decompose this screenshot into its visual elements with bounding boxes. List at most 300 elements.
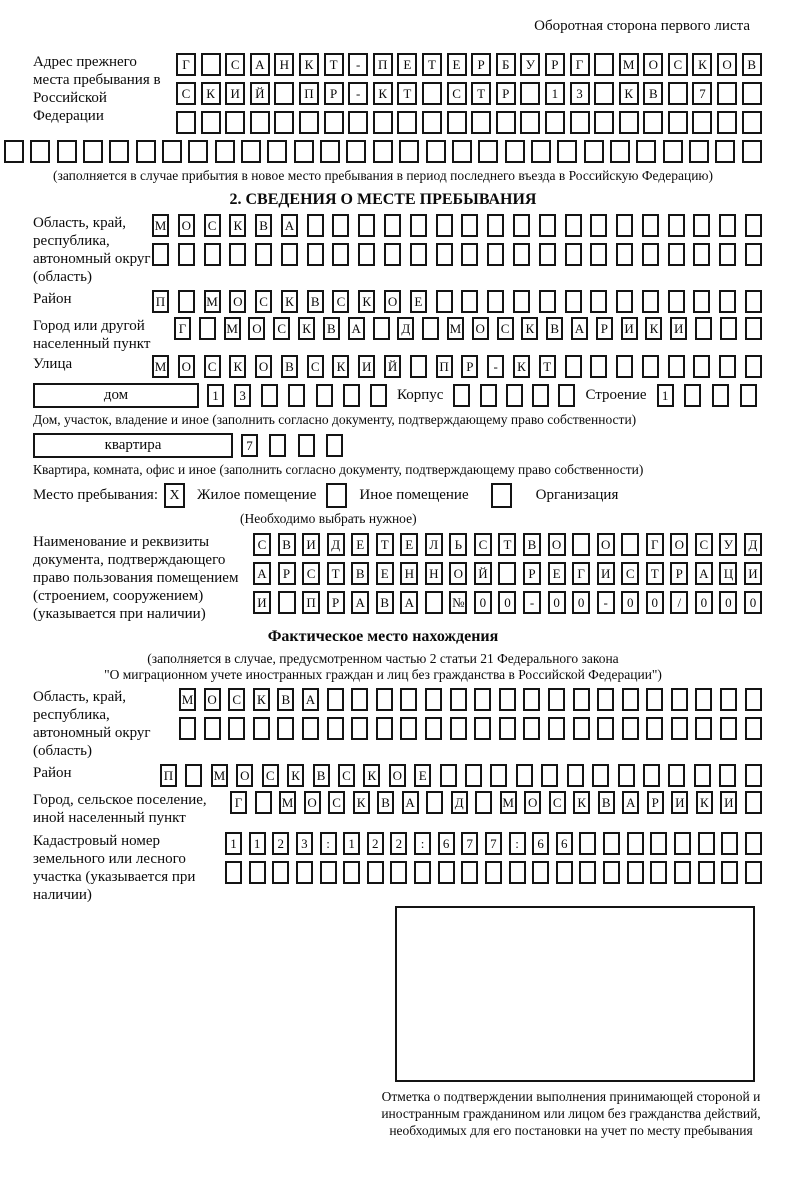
char-box[interactable] — [422, 82, 442, 105]
char-box[interactable] — [447, 111, 467, 134]
char-box[interactable]: А — [571, 317, 588, 340]
char-box[interactable]: / — [670, 591, 688, 614]
checkbox-organizaciya[interactable] — [491, 483, 512, 508]
char-box[interactable] — [523, 717, 540, 740]
char-box[interactable]: С — [497, 317, 514, 340]
char-box[interactable] — [671, 688, 688, 711]
char-box[interactable] — [426, 140, 446, 163]
char-box[interactable]: Е — [397, 53, 417, 76]
char-box[interactable] — [474, 717, 491, 740]
char-box[interactable] — [513, 214, 530, 237]
char-box[interactable]: Р — [545, 53, 565, 76]
char-box[interactable]: Р — [596, 317, 613, 340]
char-box[interactable]: Б — [496, 53, 516, 76]
char-box[interactable]: Е — [376, 562, 394, 585]
char-box[interactable]: В — [255, 214, 272, 237]
char-box[interactable] — [548, 717, 565, 740]
char-box[interactable] — [499, 717, 516, 740]
char-box[interactable] — [324, 111, 344, 134]
char-box[interactable]: И — [358, 355, 375, 378]
char-box[interactable] — [616, 290, 633, 313]
char-box[interactable] — [618, 764, 635, 787]
char-box[interactable] — [539, 214, 556, 237]
char-box[interactable] — [695, 717, 712, 740]
char-box[interactable]: В — [278, 533, 296, 556]
char-box[interactable]: В — [598, 791, 615, 814]
char-box[interactable] — [579, 832, 596, 855]
char-box[interactable]: С — [176, 82, 196, 105]
char-box[interactable] — [436, 290, 453, 313]
char-box[interactable]: С — [338, 764, 355, 787]
char-box[interactable]: М — [447, 317, 464, 340]
char-box[interactable]: - — [523, 591, 541, 614]
char-box[interactable] — [698, 861, 715, 884]
char-box[interactable] — [565, 290, 582, 313]
char-box[interactable]: Т — [376, 533, 394, 556]
char-box[interactable] — [277, 717, 294, 740]
char-box[interactable] — [384, 243, 401, 266]
char-box[interactable]: К — [281, 290, 298, 313]
char-box[interactable]: - — [597, 591, 615, 614]
char-box[interactable] — [185, 764, 202, 787]
char-box[interactable] — [249, 861, 266, 884]
char-box[interactable]: К — [253, 688, 270, 711]
char-box[interactable]: М — [619, 53, 639, 76]
char-box[interactable]: К — [363, 764, 380, 787]
char-box[interactable]: Т — [646, 562, 664, 585]
char-box[interactable] — [719, 764, 736, 787]
char-box[interactable] — [556, 861, 573, 884]
char-box[interactable] — [584, 140, 604, 163]
char-box[interactable] — [204, 717, 221, 740]
char-box[interactable]: В — [546, 317, 563, 340]
char-box[interactable]: 7 — [241, 434, 258, 457]
char-box[interactable]: А — [695, 562, 713, 585]
char-box[interactable] — [671, 717, 688, 740]
char-box[interactable]: : — [509, 832, 526, 855]
char-box[interactable]: П — [152, 290, 169, 313]
char-box[interactable] — [346, 140, 366, 163]
char-box[interactable] — [572, 533, 590, 556]
char-box[interactable]: О — [643, 53, 663, 76]
char-box[interactable]: Р — [278, 562, 296, 585]
char-box[interactable] — [351, 688, 368, 711]
char-box[interactable] — [288, 384, 305, 407]
char-box[interactable]: П — [299, 82, 319, 105]
char-box[interactable]: 0 — [548, 591, 566, 614]
char-box[interactable]: Е — [351, 533, 369, 556]
char-box[interactable]: Ь — [449, 533, 467, 556]
char-box[interactable]: О — [178, 355, 195, 378]
char-box[interactable] — [474, 688, 491, 711]
char-box[interactable] — [646, 688, 663, 711]
char-box[interactable] — [326, 434, 343, 457]
char-box[interactable]: 0 — [744, 591, 762, 614]
char-box[interactable]: М — [211, 764, 228, 787]
char-box[interactable] — [498, 562, 516, 585]
char-box[interactable] — [461, 214, 478, 237]
char-box[interactable]: Г — [174, 317, 191, 340]
char-box[interactable] — [376, 688, 393, 711]
char-box[interactable] — [565, 214, 582, 237]
char-box[interactable]: - — [348, 53, 368, 76]
char-box[interactable]: Л — [425, 533, 443, 556]
char-box[interactable] — [643, 111, 663, 134]
char-box[interactable]: М — [204, 290, 221, 313]
char-box[interactable]: Р — [324, 82, 344, 105]
char-box[interactable]: Г — [570, 53, 590, 76]
char-box[interactable] — [390, 861, 407, 884]
char-box[interactable] — [83, 140, 103, 163]
char-box[interactable] — [597, 688, 614, 711]
char-box[interactable]: Т — [422, 53, 442, 76]
char-box[interactable] — [176, 111, 196, 134]
char-box[interactable] — [358, 214, 375, 237]
char-box[interactable] — [668, 243, 685, 266]
char-box[interactable] — [558, 384, 575, 407]
char-box[interactable] — [745, 764, 762, 787]
char-box[interactable]: 6 — [556, 832, 573, 855]
char-box[interactable] — [410, 355, 427, 378]
char-box[interactable] — [636, 140, 656, 163]
checkbox-zhiloe[interactable]: X — [164, 483, 185, 508]
char-box[interactable] — [590, 355, 607, 378]
char-box[interactable]: 2 — [390, 832, 407, 855]
char-box[interactable]: С — [474, 533, 492, 556]
char-box[interactable] — [4, 140, 24, 163]
char-box[interactable]: 1 — [657, 384, 674, 407]
char-box[interactable]: Р — [523, 562, 541, 585]
char-box[interactable] — [717, 82, 737, 105]
char-box[interactable] — [351, 717, 368, 740]
char-box[interactable]: И — [621, 317, 638, 340]
char-box[interactable] — [548, 688, 565, 711]
char-box[interactable]: Р — [647, 791, 664, 814]
char-box[interactable]: 7 — [461, 832, 478, 855]
char-box[interactable]: И — [597, 562, 615, 585]
char-box[interactable]: О — [248, 317, 265, 340]
char-box[interactable] — [370, 384, 387, 407]
char-box[interactable] — [422, 317, 439, 340]
char-box[interactable] — [573, 717, 590, 740]
char-box[interactable]: Д — [451, 791, 468, 814]
char-box[interactable]: С — [302, 562, 320, 585]
char-box[interactable] — [506, 384, 523, 407]
char-box[interactable] — [367, 861, 384, 884]
char-box[interactable]: В — [377, 791, 394, 814]
char-box[interactable] — [162, 140, 182, 163]
char-box[interactable] — [597, 717, 614, 740]
char-box[interactable] — [520, 111, 540, 134]
char-box[interactable]: : — [414, 832, 431, 855]
char-box[interactable] — [719, 214, 736, 237]
char-box[interactable]: М — [179, 688, 196, 711]
char-box[interactable] — [327, 717, 344, 740]
char-box[interactable]: С — [447, 82, 467, 105]
char-box[interactable] — [715, 140, 735, 163]
char-box[interactable]: 0 — [695, 591, 713, 614]
char-box[interactable] — [720, 688, 737, 711]
char-box[interactable]: Д — [397, 317, 414, 340]
char-box[interactable]: 0 — [621, 591, 639, 614]
char-box[interactable]: Т — [324, 53, 344, 76]
char-box[interactable] — [397, 111, 417, 134]
char-box[interactable] — [745, 717, 762, 740]
char-box[interactable] — [320, 140, 340, 163]
char-box[interactable]: А — [302, 688, 319, 711]
char-box[interactable] — [299, 111, 319, 134]
char-box[interactable] — [505, 140, 525, 163]
char-box[interactable] — [646, 717, 663, 740]
char-box[interactable]: Н — [274, 53, 294, 76]
char-box[interactable] — [267, 140, 287, 163]
char-box[interactable] — [642, 243, 659, 266]
char-box[interactable] — [516, 764, 533, 787]
char-box[interactable] — [179, 717, 196, 740]
char-box[interactable] — [225, 111, 245, 134]
char-box[interactable] — [373, 111, 393, 134]
char-box[interactable]: 2 — [367, 832, 384, 855]
char-box[interactable]: В — [351, 562, 369, 585]
char-box[interactable]: 1 — [545, 82, 565, 105]
char-box[interactable]: А — [400, 591, 418, 614]
char-box[interactable] — [425, 688, 442, 711]
char-box[interactable] — [693, 214, 710, 237]
char-box[interactable]: К — [513, 355, 530, 378]
char-box[interactable] — [348, 111, 368, 134]
char-box[interactable] — [465, 764, 482, 787]
char-box[interactable]: Р — [461, 355, 478, 378]
char-box[interactable] — [436, 214, 453, 237]
char-box[interactable] — [622, 688, 639, 711]
char-box[interactable] — [425, 717, 442, 740]
char-box[interactable]: : — [320, 832, 337, 855]
char-box[interactable]: К — [298, 317, 315, 340]
char-box[interactable] — [332, 243, 349, 266]
char-box[interactable] — [523, 688, 540, 711]
char-box[interactable]: М — [224, 317, 241, 340]
char-box[interactable]: С — [204, 355, 221, 378]
char-box[interactable] — [274, 111, 294, 134]
char-box[interactable] — [57, 140, 77, 163]
char-box[interactable] — [621, 533, 639, 556]
char-box[interactable]: Т — [397, 82, 417, 105]
char-box[interactable] — [399, 140, 419, 163]
char-box[interactable] — [745, 317, 762, 340]
char-box[interactable] — [316, 384, 333, 407]
char-box[interactable] — [745, 355, 762, 378]
char-box[interactable]: 1 — [207, 384, 224, 407]
char-box[interactable] — [373, 317, 390, 340]
char-box[interactable] — [400, 688, 417, 711]
char-box[interactable] — [461, 290, 478, 313]
char-box[interactable]: 7 — [692, 82, 712, 105]
char-box[interactable] — [487, 243, 504, 266]
char-box[interactable]: К — [287, 764, 304, 787]
char-box[interactable] — [487, 290, 504, 313]
char-box[interactable] — [509, 861, 526, 884]
char-box[interactable] — [693, 243, 710, 266]
char-box[interactable]: С — [255, 290, 272, 313]
char-box[interactable] — [642, 214, 659, 237]
char-box[interactable] — [343, 384, 360, 407]
char-box[interactable] — [450, 688, 467, 711]
char-box[interactable]: В — [376, 591, 394, 614]
char-box[interactable] — [663, 140, 683, 163]
char-box[interactable]: С — [332, 290, 349, 313]
char-box[interactable] — [539, 290, 556, 313]
char-box[interactable] — [745, 861, 762, 884]
char-box[interactable] — [358, 243, 375, 266]
char-box[interactable]: И — [671, 791, 688, 814]
char-box[interactable] — [694, 764, 711, 787]
char-box[interactable] — [376, 717, 393, 740]
char-box[interactable] — [296, 861, 313, 884]
char-box[interactable] — [594, 111, 614, 134]
char-box[interactable] — [590, 243, 607, 266]
char-box[interactable]: К — [353, 791, 370, 814]
char-box[interactable]: М — [152, 214, 169, 237]
char-box[interactable]: 0 — [572, 591, 590, 614]
char-box[interactable]: 0 — [646, 591, 664, 614]
char-box[interactable] — [461, 861, 478, 884]
char-box[interactable]: И — [720, 791, 737, 814]
char-box[interactable]: О — [236, 764, 253, 787]
char-box[interactable] — [531, 140, 551, 163]
char-box[interactable] — [499, 688, 516, 711]
char-box[interactable]: 1 — [249, 832, 266, 855]
char-box[interactable] — [307, 243, 324, 266]
char-box[interactable] — [30, 140, 50, 163]
char-box[interactable]: О — [524, 791, 541, 814]
char-box[interactable]: 2 — [272, 832, 289, 855]
char-box[interactable]: К — [358, 290, 375, 313]
char-box[interactable]: К — [373, 82, 393, 105]
char-box[interactable]: У — [520, 53, 540, 76]
char-box[interactable]: П — [160, 764, 177, 787]
char-box[interactable]: Е — [447, 53, 467, 76]
char-box[interactable]: С — [273, 317, 290, 340]
char-box[interactable] — [616, 243, 633, 266]
char-box[interactable]: К — [521, 317, 538, 340]
char-box[interactable]: 3 — [570, 82, 590, 105]
char-box[interactable] — [188, 140, 208, 163]
char-box[interactable] — [199, 317, 216, 340]
char-box[interactable] — [668, 111, 688, 134]
char-box[interactable] — [373, 140, 393, 163]
char-box[interactable] — [453, 384, 470, 407]
char-box[interactable]: Р — [496, 82, 516, 105]
char-box[interactable]: А — [348, 317, 365, 340]
char-box[interactable] — [539, 243, 556, 266]
char-box[interactable]: М — [279, 791, 296, 814]
char-box[interactable]: В — [307, 290, 324, 313]
char-box[interactable] — [178, 243, 195, 266]
char-box[interactable] — [278, 591, 296, 614]
char-box[interactable]: А — [281, 214, 298, 237]
char-box[interactable] — [485, 861, 502, 884]
char-box[interactable] — [302, 717, 319, 740]
char-box[interactable]: К — [299, 53, 319, 76]
char-box[interactable] — [590, 290, 607, 313]
char-box[interactable] — [250, 111, 270, 134]
char-box[interactable] — [717, 111, 737, 134]
char-box[interactable] — [513, 243, 530, 266]
char-box[interactable] — [274, 82, 294, 105]
char-box[interactable] — [490, 764, 507, 787]
char-box[interactable] — [594, 53, 614, 76]
char-box[interactable] — [627, 861, 644, 884]
char-box[interactable]: № — [449, 591, 467, 614]
char-box[interactable]: Н — [400, 562, 418, 585]
char-box[interactable]: Г — [646, 533, 664, 556]
char-box[interactable] — [742, 82, 762, 105]
char-box[interactable]: К — [696, 791, 713, 814]
char-box[interactable] — [573, 688, 590, 711]
char-box[interactable] — [241, 140, 261, 163]
char-box[interactable] — [298, 434, 315, 457]
char-box[interactable]: Е — [410, 290, 427, 313]
char-box[interactable]: К — [201, 82, 221, 105]
char-box[interactable] — [215, 140, 235, 163]
char-box[interactable] — [745, 832, 762, 855]
char-box[interactable] — [684, 384, 701, 407]
char-box[interactable] — [745, 290, 762, 313]
char-box[interactable] — [513, 290, 530, 313]
char-box[interactable]: Р — [471, 53, 491, 76]
char-box[interactable]: Е — [548, 562, 566, 585]
char-box[interactable] — [745, 214, 762, 237]
char-box[interactable]: К — [229, 355, 246, 378]
char-box[interactable]: О — [548, 533, 566, 556]
char-box[interactable] — [721, 861, 738, 884]
char-box[interactable] — [693, 290, 710, 313]
char-box[interactable]: Г — [572, 562, 590, 585]
char-box[interactable] — [414, 861, 431, 884]
char-box[interactable] — [668, 82, 688, 105]
char-box[interactable]: Т — [471, 82, 491, 105]
char-box[interactable] — [109, 140, 129, 163]
char-box[interactable] — [557, 140, 577, 163]
char-box[interactable]: К — [692, 53, 712, 76]
char-box[interactable] — [693, 355, 710, 378]
char-box[interactable] — [668, 214, 685, 237]
char-box[interactable] — [668, 355, 685, 378]
char-box[interactable] — [384, 214, 401, 237]
char-box[interactable] — [720, 317, 737, 340]
char-box[interactable]: П — [302, 591, 320, 614]
char-box[interactable]: И — [302, 533, 320, 556]
char-box[interactable] — [255, 791, 272, 814]
char-box[interactable] — [610, 140, 630, 163]
char-box[interactable]: - — [348, 82, 368, 105]
char-box[interactable] — [594, 82, 614, 105]
char-box[interactable] — [692, 111, 712, 134]
char-box[interactable] — [487, 214, 504, 237]
char-box[interactable] — [461, 243, 478, 266]
char-box[interactable] — [320, 861, 337, 884]
char-box[interactable]: В — [742, 53, 762, 76]
char-box[interactable] — [674, 861, 691, 884]
char-box[interactable] — [616, 214, 633, 237]
char-box[interactable] — [152, 243, 169, 266]
char-box[interactable]: В — [281, 355, 298, 378]
char-box[interactable]: О — [449, 562, 467, 585]
char-box[interactable] — [253, 717, 270, 740]
char-box[interactable]: О — [304, 791, 321, 814]
char-box[interactable]: В — [523, 533, 541, 556]
char-box[interactable]: К — [645, 317, 662, 340]
